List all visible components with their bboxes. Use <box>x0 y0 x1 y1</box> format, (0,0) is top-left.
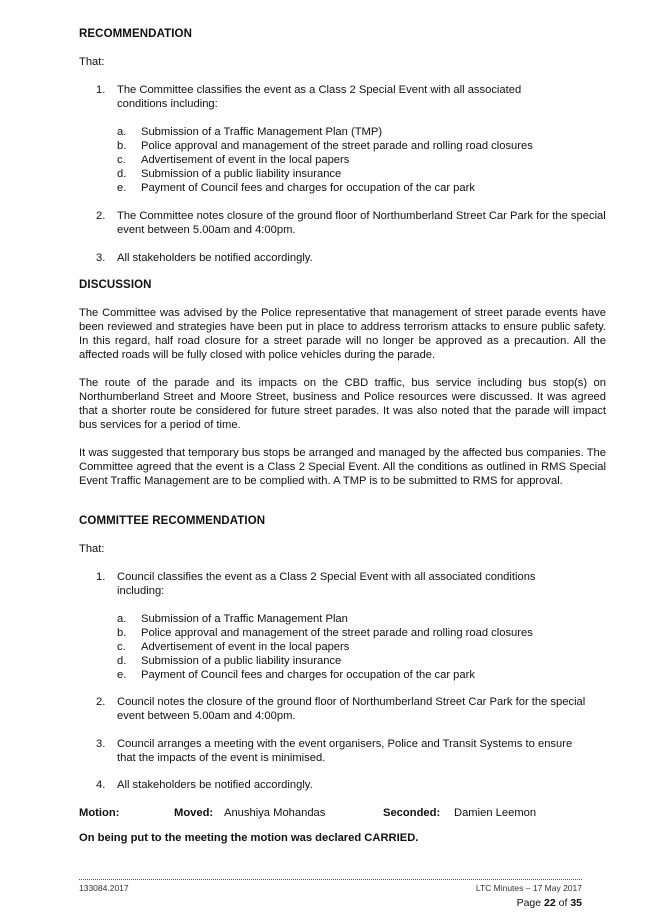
discussion-heading: DISCUSSION <box>79 279 152 291</box>
rec-item-3: All stakeholders be notified accordingly. <box>117 252 313 264</box>
rec-item-3-number: 3. <box>96 252 106 264</box>
moved-name: Anushiya Mohandas <box>224 807 326 819</box>
com-sub-c: Advertisement of event in the local papers <box>141 641 350 653</box>
com-sub-b: Police approval and management of the street parade and rolling road closures <box>141 627 533 639</box>
rec-item-1: The Committee classifies the event as a Class 2 Special Event with all associated conditions including: <box>117 84 522 110</box>
com-sub-d-letter: d. <box>117 655 127 667</box>
rec-sub-b: Police approval and management of the street parade and rolling road closures <box>141 140 533 152</box>
com-sub-a-letter: a. <box>117 613 127 625</box>
discussion-paragraph-2: The route of the parade and its impacts on the CBD traffic, bus service including bus stop(s) on Northumberland Street and Moore Street, business and Police resources were discussed. It was agreed that a shorter route be considered for future street parades. It was also noted that the parade will impact bus services for a period of time. <box>79 377 606 431</box>
moved-label: Moved: <box>174 807 214 819</box>
motion-result: On being put to the meeting the motion was declared CARRIED. <box>79 832 419 844</box>
com-item-4-number: 4. <box>96 779 106 791</box>
footer-title: LTC Minutes – 17 May 2017 <box>475 883 582 893</box>
seconded-label: Seconded: <box>383 807 441 819</box>
recommendation-heading: RECOMMENDATION <box>79 28 192 40</box>
page-total: 35 <box>570 897 582 909</box>
com-sub-e: Payment of Council fees and charges for occupation of the car park <box>141 669 475 681</box>
rec-sub-c-letter: c. <box>117 154 126 166</box>
com-item-2: Council notes the closure of the ground floor of Northumberland Street Car Park for the special event between 5.00am and 4:00pm. <box>117 696 586 722</box>
com-item-4: All stakeholders be notified accordingly. <box>117 779 313 791</box>
com-item-1: Council classifies the event as a Class 2 Special Event with all associated conditions including: <box>117 571 536 597</box>
rec-item-2-number: 2. <box>96 210 106 222</box>
com-item-3: Council arranges a meeting with the event organisers, Police and Transit Systems to ensure that the impacts of the event is minimised. <box>117 738 573 764</box>
committee-recommendation-heading: COMMITTEE RECOMMENDATION <box>79 515 266 527</box>
com-sub-c-letter: c. <box>117 641 126 653</box>
page-of: of <box>558 897 568 909</box>
rec-sub-e-letter: e. <box>117 182 127 194</box>
com-item-3-number: 3. <box>96 738 106 750</box>
recommendation-that: That: <box>79 56 105 68</box>
motion-label: Motion: <box>79 807 120 819</box>
rec-sub-d-letter: d. <box>117 168 127 180</box>
footer-doc-id: 133084.2017 <box>79 883 129 893</box>
com-sub-b-letter: b. <box>117 627 127 639</box>
rec-item-1-number: 1. <box>96 84 106 96</box>
com-item-1-number: 1. <box>96 571 106 583</box>
page-number <box>500 896 582 910</box>
rec-sub-d: Submission of a public liability insurance <box>141 168 342 180</box>
rec-sub-c: Advertisement of event in the local papers <box>141 154 350 166</box>
rec-sub-b-letter: b. <box>117 140 127 152</box>
page-prefix: Page <box>516 897 542 909</box>
com-sub-a: Submission of a Traffic Management Plan <box>141 613 348 625</box>
page-current: 22 <box>544 897 556 909</box>
rec-sub-e: Payment of Council fees and charges for occupation of the car park <box>141 182 475 194</box>
committee-that: That: <box>79 543 105 555</box>
discussion-paragraph-1: The Committee was advised by the Police representative that management of street parade events have been reviewed and strategies have been put in place to address terrorism attacks to ensure public safety. In this regard, half road closure for a street parade will no longer be approved as a precaution. All the affected roads will be fully closed with police vehicles during the parade. <box>79 307 606 361</box>
rec-item-2: The Committee notes closure of the ground floor of Northumberland Street Car Park for the special event between 5.00am and 4:00pm. <box>117 210 606 236</box>
com-sub-e-letter: e. <box>117 669 127 681</box>
rec-sub-a-letter: a. <box>117 126 127 138</box>
com-sub-d: Submission of a public liability insurance <box>141 655 342 667</box>
discussion-paragraph-3: It was suggested that temporary bus stops be arranged and managed by the affected bus companies. The Committee agreed that the event is a Class 2 Special Event. All the conditions as outlined in RMS Special Event Traffic Management are to be complied with. A TMP is to be submitted to RMS for approval. <box>79 447 606 487</box>
footer-divider <box>79 879 582 880</box>
seconded-name: Damien Leemon <box>454 807 537 819</box>
com-item-2-number: 2. <box>96 696 106 708</box>
rec-sub-a: Submission of a Traffic Management Plan (TMP) <box>141 126 383 138</box>
